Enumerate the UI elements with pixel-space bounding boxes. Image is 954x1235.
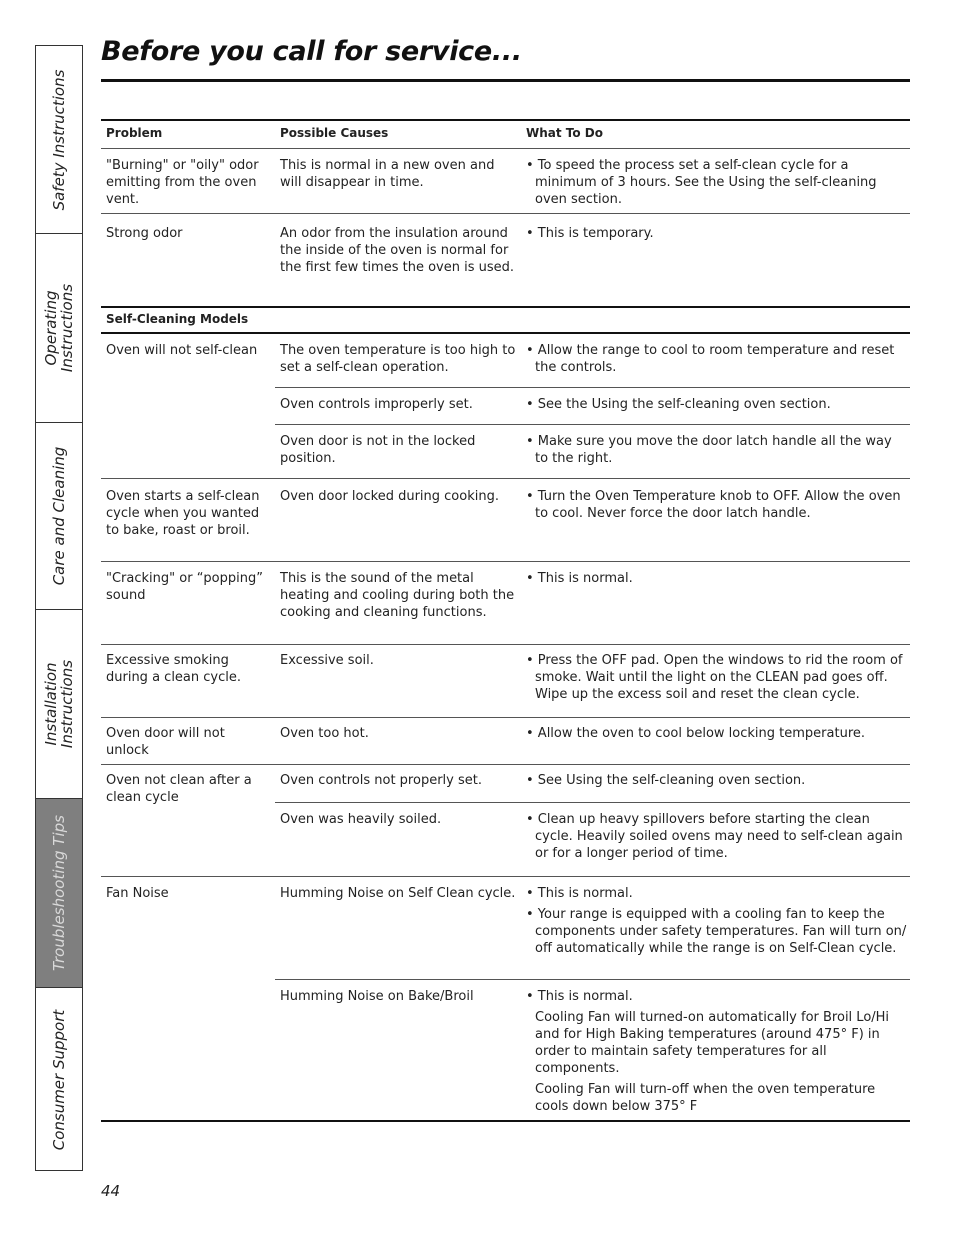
section-row bbox=[101, 306, 910, 332]
table-row bbox=[101, 424, 910, 478]
row-cause: Humming Noise on Self Clean cycle. bbox=[280, 886, 516, 901]
table-row bbox=[101, 332, 910, 387]
row-problem: Strong odor bbox=[106, 226, 183, 241]
row-todo: • This is normal. bbox=[526, 886, 633, 901]
header-causes: Possible Causes bbox=[280, 126, 389, 140]
row-todo: • Allow the oven to cool below locking temperature. bbox=[526, 726, 866, 741]
tab-consumer-support[interactable] bbox=[36, 988, 82, 1172]
row-problem: Oven not clean after a clean cycle bbox=[106, 773, 252, 805]
row-todo: • Make sure you move the door latch handle all the way to the right. bbox=[526, 434, 892, 466]
row-problem: Fan Noise bbox=[106, 886, 169, 901]
row-cause: Oven controls improperly set. bbox=[280, 397, 473, 412]
table-row bbox=[101, 148, 910, 213]
table-row bbox=[101, 802, 910, 876]
section-label: Self-Cleaning Models bbox=[106, 312, 249, 326]
tab-label: Operating Instructions bbox=[42, 283, 76, 373]
tab-label: Safety Instructions bbox=[50, 69, 68, 210]
row-todo: Cooling Fan will turn-off when the oven temperature cools down below 375° F bbox=[535, 1082, 876, 1114]
table-row bbox=[101, 764, 910, 805]
row-todo: • See the Using the self-cleaning oven section. bbox=[526, 397, 831, 412]
row-todo: • Your range is equipped with a cooling fan to keep the components under safety temperatures. Fan will turn on/ off automatically while the range is on Self-Clean cycle. bbox=[526, 907, 907, 956]
table-row bbox=[101, 478, 910, 561]
row-problem: Oven door will not unlock bbox=[106, 726, 225, 758]
tab-operating-instructions[interactable] bbox=[36, 234, 82, 423]
row-cause: Oven was heavily soiled. bbox=[280, 812, 442, 827]
tab-label: Care and Cleaning bbox=[50, 446, 68, 586]
tab-troubleshooting-tips[interactable] bbox=[36, 799, 82, 988]
table-row bbox=[101, 717, 910, 764]
table-row bbox=[101, 213, 910, 306]
row-cause: Oven door is not in the locked position. bbox=[280, 434, 476, 466]
row-problem: "Cracking" or “popping” sound bbox=[106, 571, 263, 603]
row-todo: • To speed the process set a self-clean cycle for a minimum of 3 hours. See the Using the self-cleaning oven section. bbox=[526, 158, 877, 207]
table-row bbox=[101, 561, 910, 644]
row-problem: Oven starts a self-clean cycle when you wanted to bake, roast or broil. bbox=[106, 489, 260, 538]
tab-label: Troubleshooting Tips bbox=[50, 815, 68, 971]
title-divider bbox=[101, 79, 910, 82]
table-row bbox=[101, 876, 910, 979]
row-cause: Excessive soil. bbox=[280, 653, 374, 668]
row-problem: Excessive smoking during a clean cycle. bbox=[106, 653, 241, 685]
tab-label: Installation Instructions bbox=[42, 659, 76, 749]
table-row bbox=[101, 979, 910, 1118]
tab-care-and-cleaning[interactable] bbox=[36, 423, 82, 610]
row-todo: • See Using the self-cleaning oven section. bbox=[526, 773, 806, 788]
row-todo: • This is temporary. bbox=[526, 226, 654, 241]
row-cause: This is the sound of the metal heating and cooling during both the cooking and cleaning functions. bbox=[280, 571, 515, 620]
row-cause: Humming Noise on Bake/Broil bbox=[280, 989, 474, 1004]
table-row bbox=[101, 644, 910, 717]
row-todo: Cooling Fan will turned-on automatically for Broil Lo/Hi and for High Baking temperatures (around 475° F) in order to maintain safety temperatures for all components. bbox=[535, 1010, 890, 1076]
tab-label: Consumer Support bbox=[50, 1009, 68, 1151]
row-todo: • This is normal. bbox=[526, 989, 633, 1004]
row-todo: • Press the OFF pad. Open the windows to rid the room of smoke. Wait until the light on the CLEAN pad goes off. Wipe up the excess soil and reset the clean cycle. bbox=[526, 653, 903, 702]
row-cause: The oven temperature is too high to set a self-clean operation. bbox=[280, 343, 516, 375]
row-todo: • This is normal. bbox=[526, 571, 633, 586]
row-cause: This is normal in a new oven and will disappear in time. bbox=[280, 158, 495, 190]
row-todo: • Allow the range to cool to room temperature and reset the controls. bbox=[526, 343, 895, 375]
row-todo: • Turn the Oven Temperature knob to OFF. Allow the oven to cool. Never force the door latch handle. bbox=[526, 489, 901, 521]
bottom-divider bbox=[101, 1120, 910, 1122]
row-problem: Oven will not self-clean bbox=[106, 343, 258, 358]
troubleshooting-table bbox=[101, 119, 910, 1118]
page-number: 44 bbox=[101, 1182, 121, 1200]
tab-installation-instructions[interactable] bbox=[36, 610, 82, 799]
row-cause: An odor from the insulation around the inside of the oven is normal for the first few times the oven is used. bbox=[280, 226, 515, 275]
row-cause: Oven too hot. bbox=[280, 726, 369, 741]
header-problem: Problem bbox=[106, 126, 163, 140]
header-todo: What To Do bbox=[526, 126, 604, 140]
row-cause: Oven door locked during cooking. bbox=[280, 489, 499, 504]
table-row bbox=[101, 387, 910, 424]
tab-safety-instructions[interactable] bbox=[36, 46, 82, 234]
row-problem: "Burning" or "oily" odor emitting from the oven vent. bbox=[106, 158, 259, 207]
table-header-row bbox=[101, 119, 910, 148]
page-title: Before you call for service... bbox=[101, 36, 522, 67]
sidebar-nav bbox=[35, 45, 83, 1171]
row-cause: Oven controls not properly set. bbox=[280, 773, 482, 788]
row-todo: • Clean up heavy spillovers before starting the clean cycle. Heavily soiled ovens may need to self-clean again or for a longer period of time. bbox=[526, 812, 903, 861]
